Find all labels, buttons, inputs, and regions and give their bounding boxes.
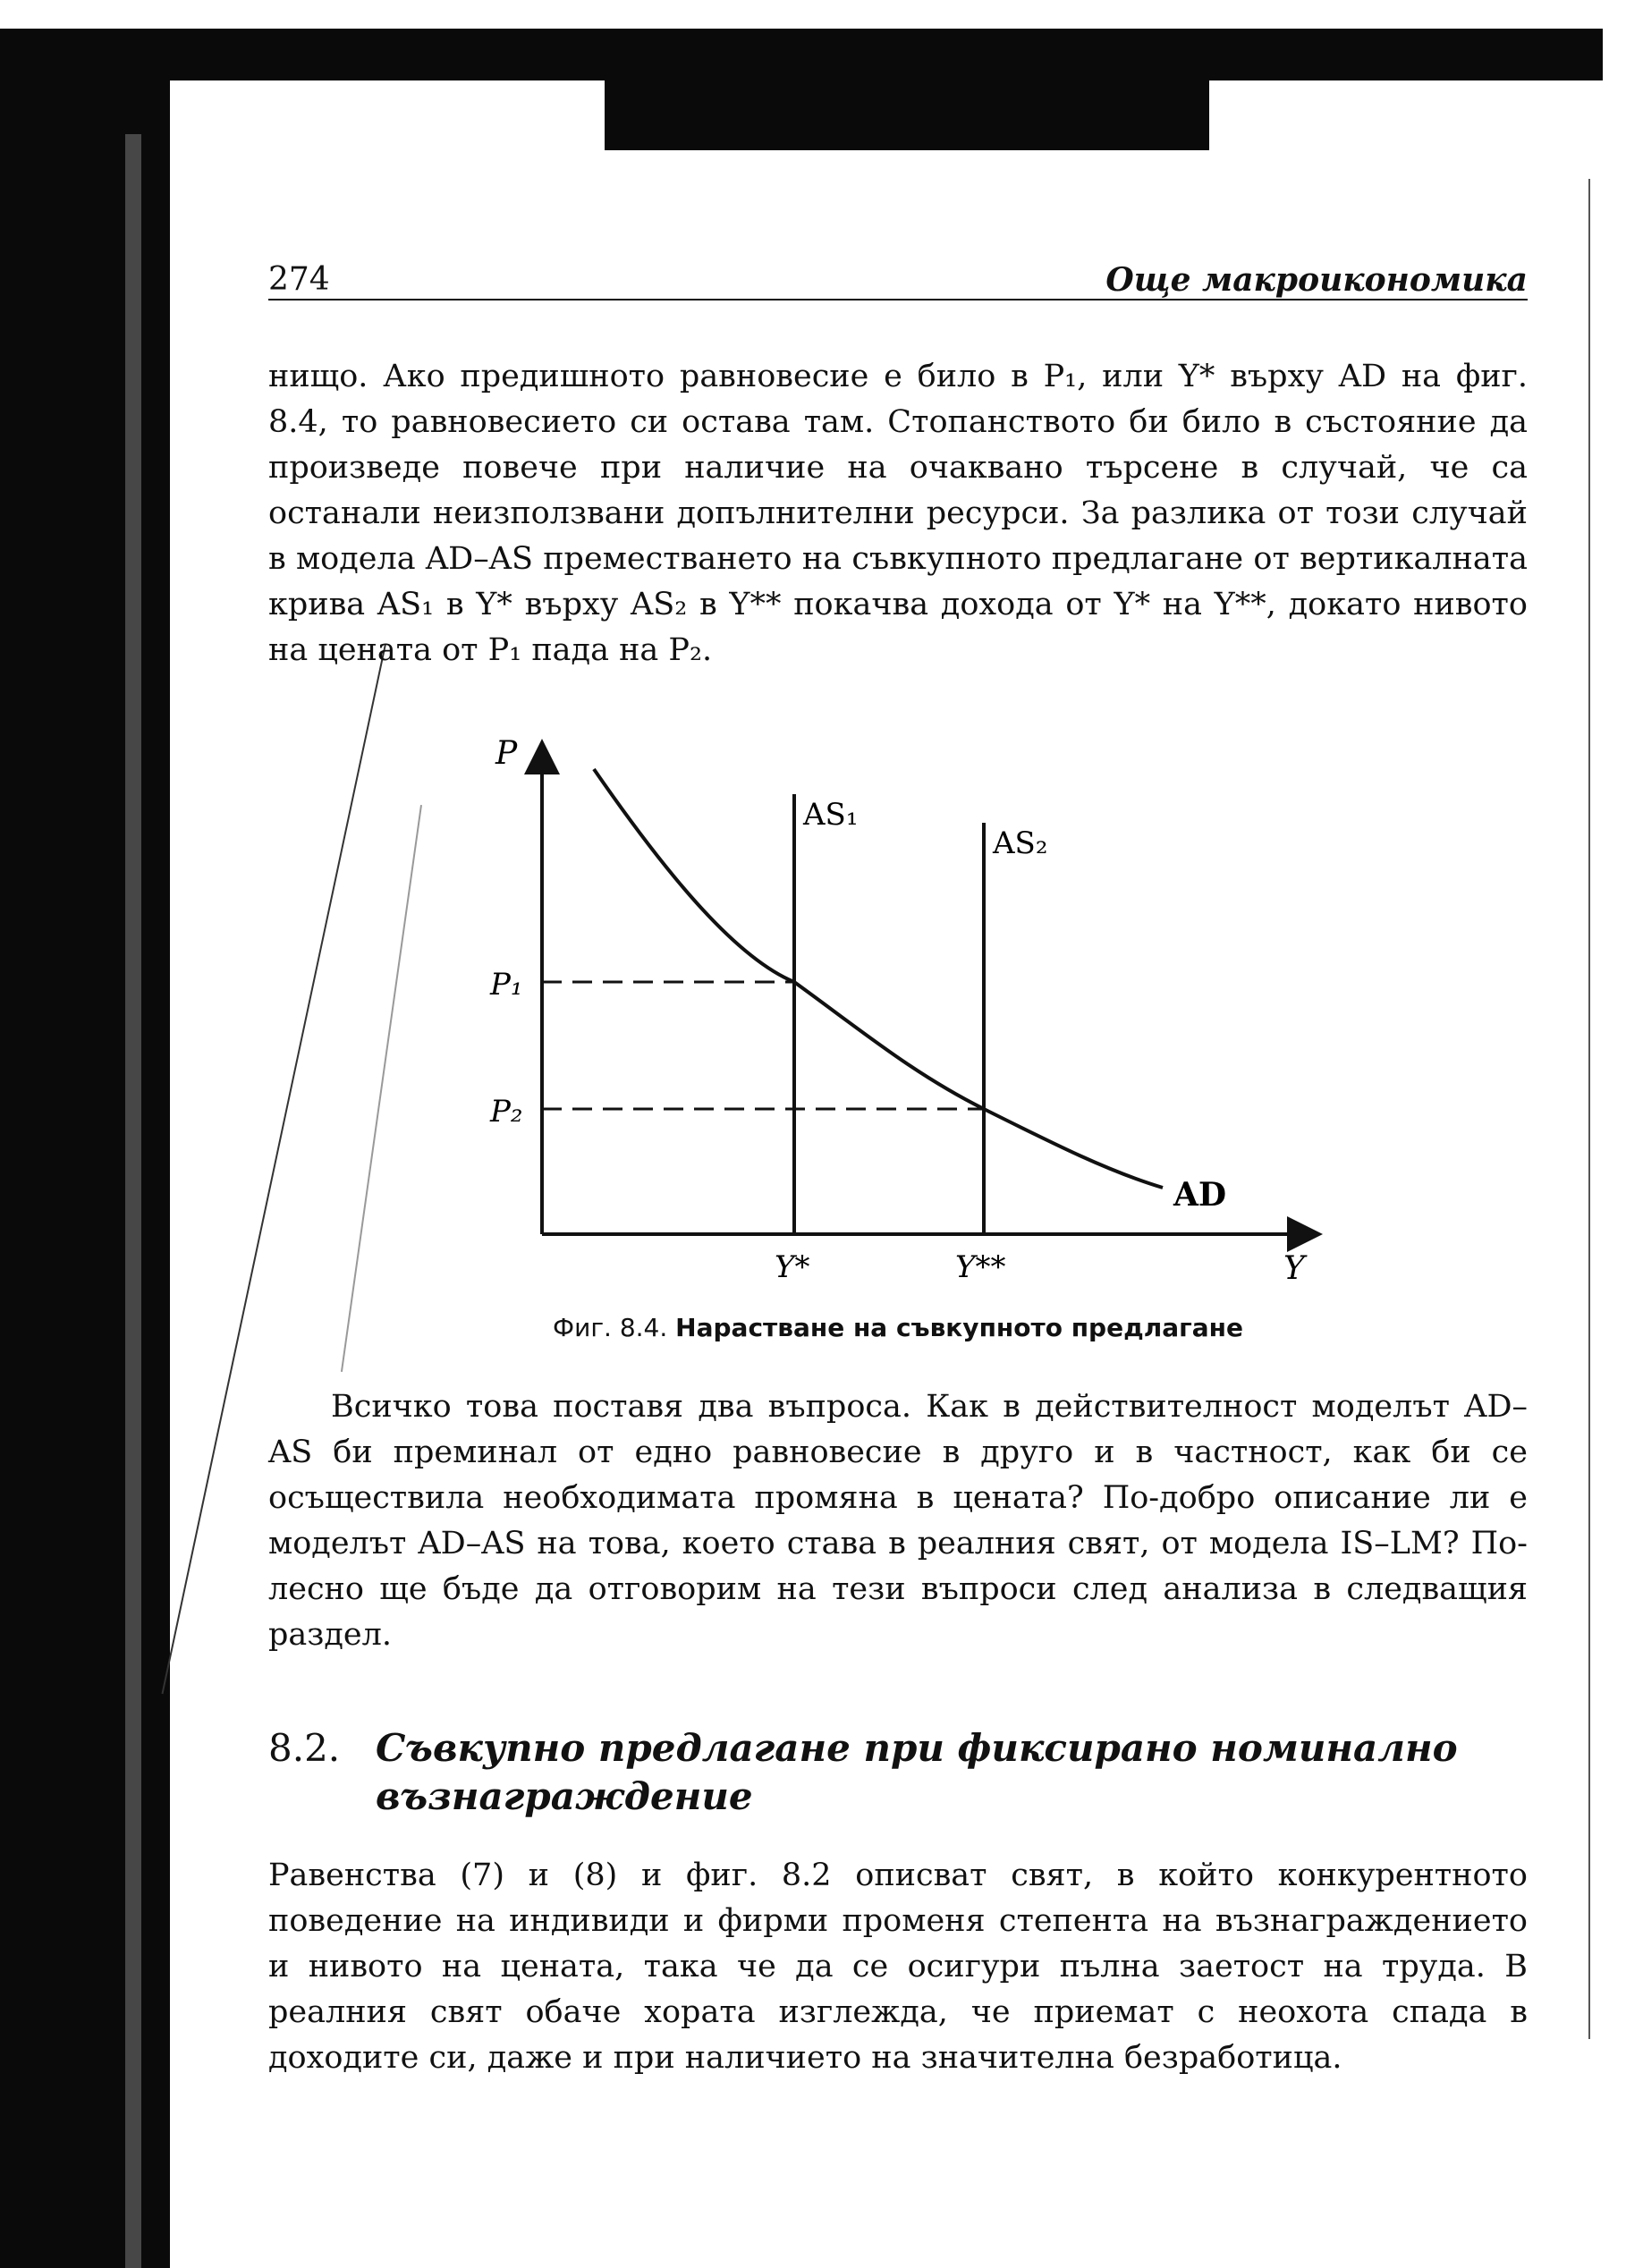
paragraph-intro: нищо. Ако предишното равновесие е било в P₁, или Y* върху AD на фиг. 8.4, то равновесието си остава там. Стопанството би било в състояние да произведе повече при наличие на очаквано търсене в случай, че са останали неизползвани допълнителни ресурси. За разлика от този случай в модела AD–AS преместването на съвкупното предлагане от вертикалната крива AS₁ в Y* върху AS₂ в Y** покачва дохода от Y* на Y**, докато нивото на цената от P₁ пада на P₂. — [268, 359, 1528, 668]
section-number: 8.2. — [268, 1726, 341, 1770]
scan-border-left — [0, 134, 170, 2268]
figure-caption — [268, 1313, 1528, 1342]
figure-caption-text: Нарастване на съвкупното предлагане — [675, 1313, 1243, 1342]
figure-label: Фиг. 8.4. — [553, 1313, 668, 1342]
x-axis-label: Y — [1283, 1250, 1305, 1287]
scan-crack — [341, 805, 422, 1372]
scan-border-streak — [125, 134, 141, 2268]
figure-8-4-chart — [483, 733, 1342, 1306]
section-title: Съвкупно предлагане при фиксирано номинално възнаграждение — [376, 1726, 1458, 1818]
curve-label-as2: AS₂ — [993, 825, 1048, 861]
tick-label-ystar: Y* — [775, 1249, 810, 1285]
scan-border-right — [1588, 179, 1590, 2039]
tick-label-p2: P₂ — [490, 1094, 523, 1130]
scan-border-top — [0, 29, 1603, 80]
y-axis-label: P — [495, 735, 518, 772]
paragraph-section-body: Равенства (7) и (8) и фиг. 8.2 описват свят, в който конкурентното поведение на индивиди и фирми променя степента на възнаграждението и нивото на цената, така че да се осигури пълна заетост на труда. В реалния свят обаче хората изглежда, че приемат с неохота спада в доходите си, даже и при наличието на значителна безработица. — [268, 1858, 1528, 2076]
running-title: Още макроикономика — [1105, 261, 1528, 299]
paragraph-questions: Всичко това поставя два въпроса. Как в действителност моделът AD–AS би преминал от едно равновесие в друго и в частност, как би се осъществила необходимата промяна в цената? По-добро описание ли е моделът AD–AS на това, което става в реалния свят, от модела IS–LM? По-лесно ще бъде да отговорим на тези въпроси след анализа в следващия раздел. — [268, 1389, 1528, 1653]
scan-border-top-block — [605, 79, 1209, 150]
tick-label-ystarstar: Y** — [955, 1249, 1006, 1285]
tick-label-p1: P₁ — [490, 967, 523, 1003]
curve-label-as1: AS₁ — [803, 797, 859, 833]
running-head — [268, 258, 1528, 300]
page-number: 274 — [268, 261, 330, 298]
curve-ad — [594, 769, 1163, 1188]
curve-label-ad: AD — [1173, 1176, 1227, 1214]
